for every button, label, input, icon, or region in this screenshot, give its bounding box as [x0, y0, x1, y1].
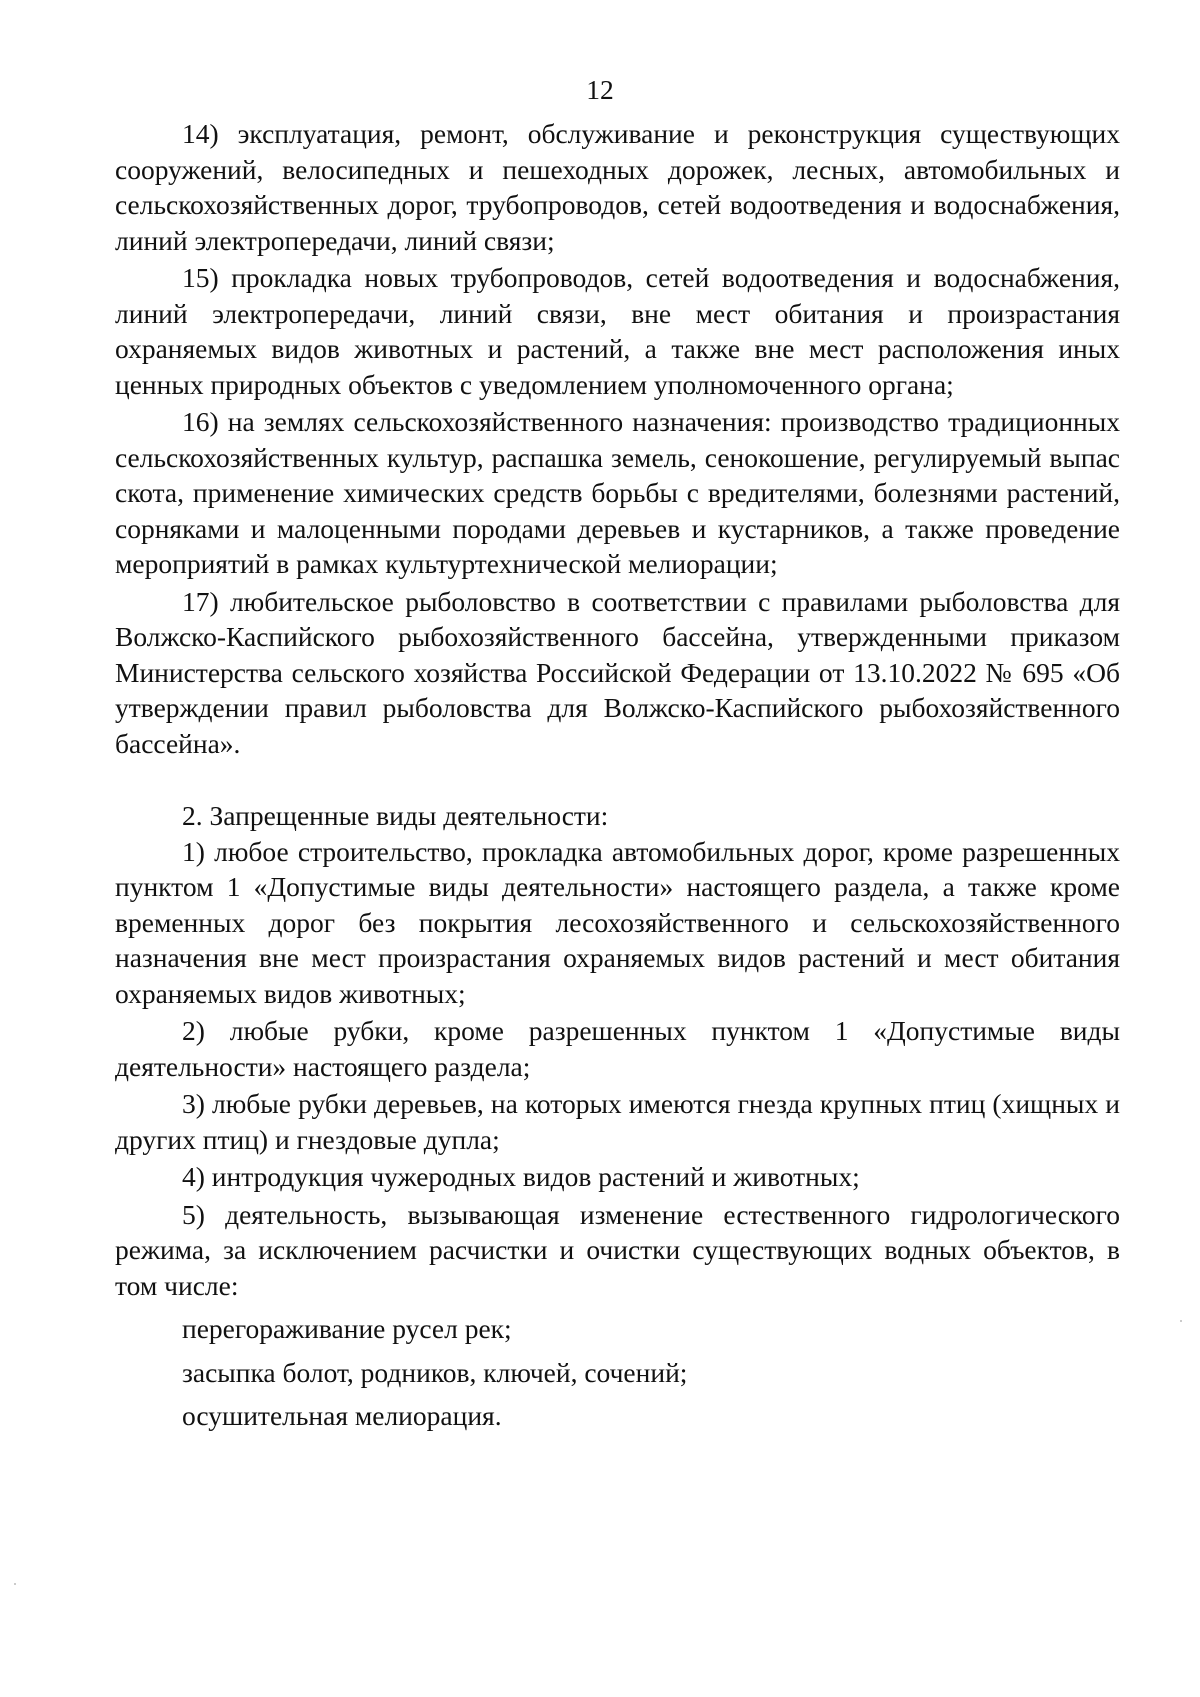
allowed-item-17: 17) любительское рыболовство в соответствии с правилами рыболовства для Волжско-Каспийского рыбохозяйственного бассейна, утвержденными приказом Министерства сельского хозяйства Российской Федерации от 13.10.2022 № 695 «Об утверждении правил рыболовства для Волжско-Каспийского рыбохозяйственного бассейна».	[115, 585, 1120, 759]
allowed-item-16: 16) на землях сельскохозяйственного назначения: производство традиционных сельскохозяйственных культур, распашка земель, сенокошение, регулируемый выпас скота, применение химических средств борьбы с вредителями, болезнями растений, сорняками и малоценными породами деревьев и кустарников, а также проведение мероприятий в рамках культуртехнической мелиорации;	[115, 406, 1120, 579]
page-number: 12	[586, 74, 614, 105]
document-body	[115, 116, 1120, 1434]
allowed-item-14: 14) эксплуатация, ремонт, обслуживание и реконструкция существующих сооружений, велосипедных и пешеходных дорожек, лесных, автомобильных и сельскохозяйственных дорог, трубопроводов, сетей водоотведения и водоснабжения, линий электропередачи, линий связи;	[115, 118, 1120, 256]
allowed-item-15: 15) прокладка новых трубопроводов, сетей водоотведения и водоснабжения, линий электропередачи, линий связи, вне мест обитания и произрастания охраняемых видов животных и растений, а также вне мест расположения иных ценных природных объектов с уведомлением уполномоченного органа;	[115, 262, 1120, 400]
scan-speck	[14, 1583, 16, 1585]
prohibited-item-3: 3) любые рубки деревьев, на которых имеются гнезда крупных птиц (хищных и других птиц) и гнездовые дупла;	[115, 1088, 1120, 1155]
scan-speck	[1180, 1320, 1182, 1322]
prohibited-item-2: 2) любые рубки, кроме разрешенных пунктом 1 «Допустимые виды деятельности» настоящего раздела;	[115, 1015, 1120, 1082]
sub-item-swamps: засыпка болот, родников, ключей, сочений;	[182, 1356, 688, 1388]
sub-item-rivers: перегораживание русел рек;	[182, 1313, 512, 1344]
prohibited-item-4: 4) интродукция чужеродных видов растений и животных;	[182, 1161, 860, 1192]
section-heading-prohibited: 2. Запрещенные виды деятельности:	[182, 800, 609, 831]
prohibited-item-1: 1) любое строительство, прокладка автомобильных дорог, кроме разрешенных пунктом 1 «Допустимые виды деятельности» настоящего раздела, а также кроме временных дорог без покрытия лесохозяйственного и сельскохозяйственного назначения вне мест произрастания охраняемых видов растений и мест обитания охраняемых видов животных;	[115, 835, 1120, 1009]
prohibited-item-5: 5) деятельность, вызывающая изменение естественного гидрологического режима, за исключением расчистки и очистки существующих водных объектов, в том числе:	[115, 1198, 1120, 1301]
sub-item-melioration: осушительная мелиорация.	[182, 1400, 502, 1431]
